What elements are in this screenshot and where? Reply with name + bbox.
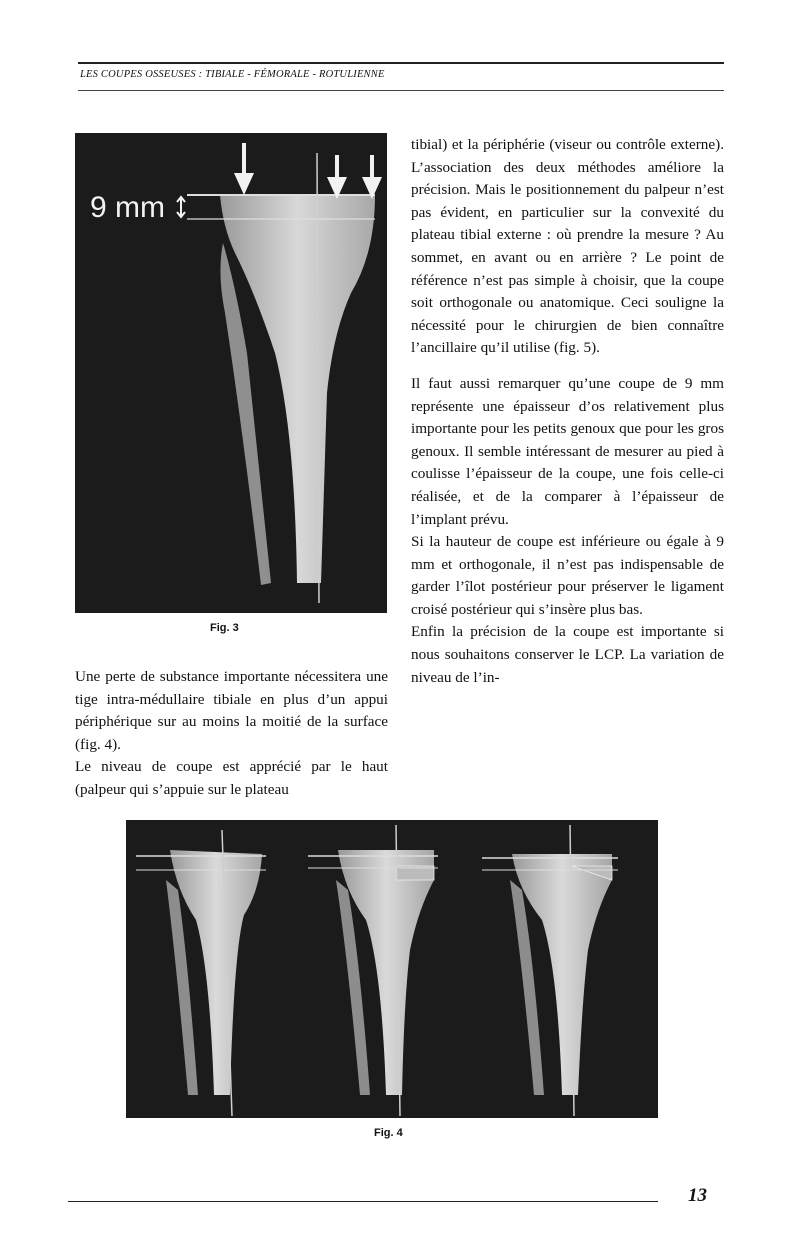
tibia-panel-3 [482, 825, 618, 1116]
running-header [78, 62, 724, 91]
left-column [75, 666, 388, 802]
figure-3-caption: Fig. 3 [210, 622, 239, 634]
right-column [411, 134, 724, 689]
measure-arrow-icon [177, 197, 185, 217]
paragraph: Une perte de substance importante nécessitera une tige intra-médullaire tibiale en plus d’un appui périphérique sur au moins la moitié de la surface (fig. 4). [75, 668, 388, 753]
measure-label: 9 mm [90, 191, 165, 224]
paragraph: Le niveau de coupe est apprécié par le haut (palpeur qui s’appuie sur le plateau [75, 758, 388, 798]
footer-rule [68, 1201, 658, 1202]
paragraph: Il faut aussi remarquer qu’une coupe de 9 mm représente une épaisseur d’os relativement plus importante pour les petits genoux que pour les gros genoux. Il semble intéressant de mesurer au pied à coulisse l’épaisseur de la coupe, une fois celle-ci réalisée, et de la comparer à l’épaisseur de l’implant prévu. [411, 374, 724, 528]
tibia-panel-1 [136, 830, 266, 1116]
tibia-panel-2 [308, 825, 438, 1116]
paragraph: tibial) et la périphérie (viseur ou contrôle externe). L’association des deux méthodes améliore la précision. Mais le positionnement du palpeur n’est pas évident, en particulier sur la convexité du plateau tibial externe : où prendre la mesure ? Au sommet, en avant ou en arrière ? Le point de référence n’est pas simple à choisir, que la coupe soit orthogonale ou anatomique. Ceci souligne la nécessité pour le chirurgien de bien connaître l’ancillaire qu’il utilise (fig. 5). [411, 136, 724, 357]
page-number: 13 [688, 1185, 707, 1206]
figure-4-tibia-images [126, 820, 658, 1118]
running-title: LES COUPES OSSEUSES : TIBIALE - FÉMORALE - ROTULIENNE [80, 69, 385, 80]
paragraph: Si la hauteur de coupe est inférieure ou égale à 9 mm et orthogonale, il n’est pas indispensable de garder l’îlot postérieur pour préserver le ligament croisé postérieur qui s’insère plus bas. [411, 533, 724, 618]
paragraph: Enfin la précision de la coupe est importante si nous souhaitons conserver le LCP. La variation de niveau de l’in- [411, 623, 724, 686]
arrow-icons [234, 143, 382, 199]
figure-4-caption: Fig. 4 [374, 1127, 403, 1139]
figure-4 [126, 820, 658, 1118]
figure-3 [75, 133, 387, 613]
